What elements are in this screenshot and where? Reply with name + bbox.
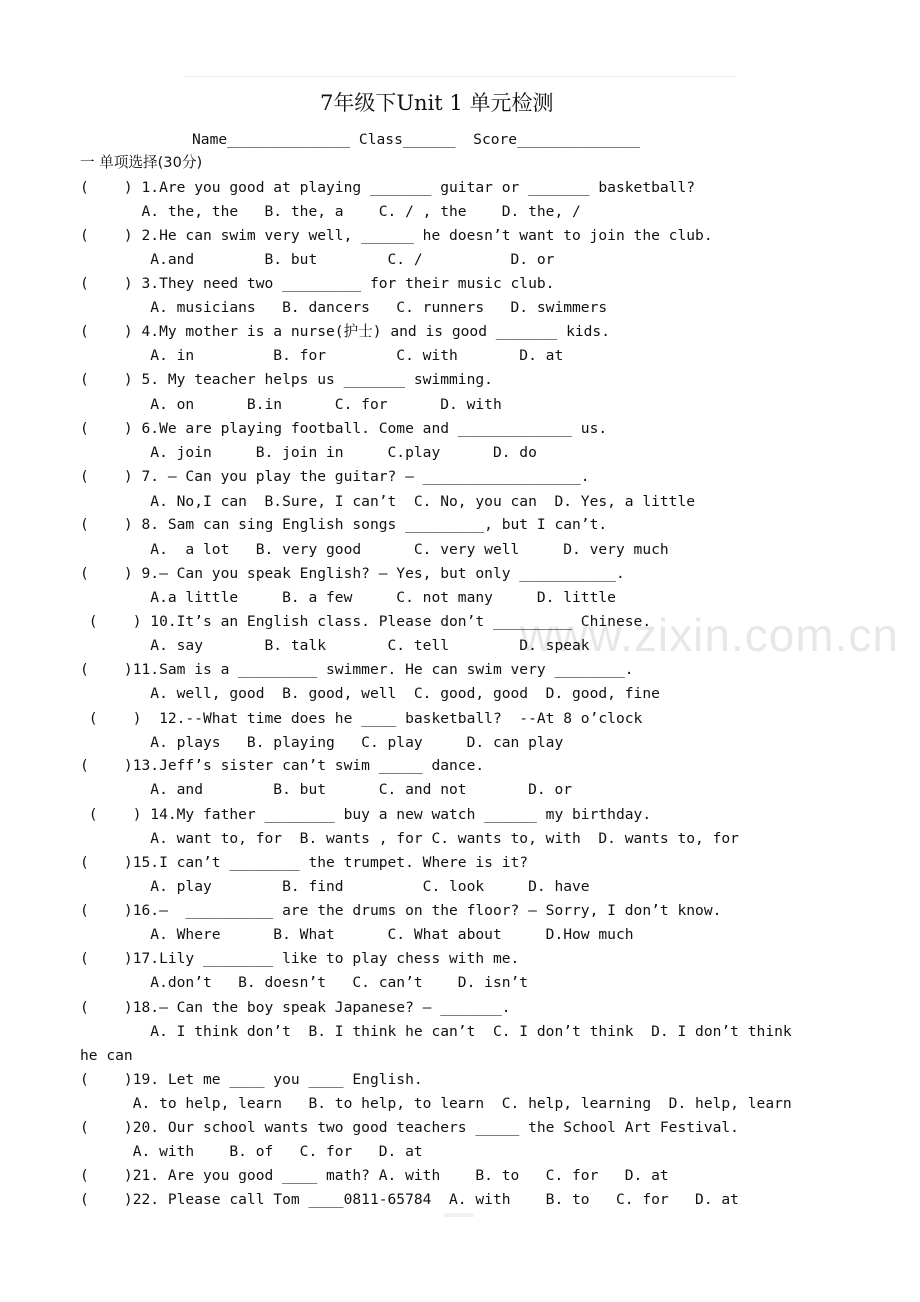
answer-options-line: A. with B. of C. for D. at xyxy=(80,1143,423,1160)
question-line: ( )11.Sam is a _________ swimmer. He can swim very ________. xyxy=(80,661,634,678)
student-info-line: Name______________ Class______ Score______________ xyxy=(192,131,641,148)
question-line: ( )13.Jeff’s sister can’t swim _____ dance. xyxy=(80,757,485,774)
answer-options-line: A. well, good B. good, well C. good, good D. good, fine xyxy=(80,685,660,702)
answer-options-line: A.a little B. a few C. not many D. little xyxy=(80,589,616,606)
answer-options-line: A. in B. for C. with D. at xyxy=(80,347,564,364)
question-line: ( ) 1.Are you good at playing _______ guitar or _______ basketball? xyxy=(80,179,696,196)
answer-options-line: A. No,I can B.Sure, I can’t C. No, you can D. Yes, a little xyxy=(80,493,696,510)
answer-options-line: A. plays B. playing C. play D. can play xyxy=(80,734,564,751)
question-line: ( ) 8. Sam can sing English songs _________, but I can’t. xyxy=(80,516,608,533)
question-line: ( )19. Let me ____ you ____ English. xyxy=(80,1071,423,1088)
answer-options-line: A. on B.in C. for D. with xyxy=(80,396,502,413)
question-line: ( ) 6.We are playing football. Come and _____________ us. xyxy=(80,420,608,437)
question-line: ( ) 14.My father ________ buy a new watch ______ my birthday. xyxy=(80,806,652,823)
question-line: ( )16.— __________ are the drums on the floor? — Sorry, I don’t know. xyxy=(80,902,722,919)
question-line: ( )21. Are you good ____ math? A. with B. to C. for D. at xyxy=(80,1167,669,1184)
question-line: ( ) 9.— Can you speak English? — Yes, but only ___________. xyxy=(80,565,625,582)
question-line: ( ) 2.He can swim very well, ______ he doesn’t want to join the club. xyxy=(80,227,713,244)
answer-options-line: A. and B. but C. and not D. or xyxy=(80,781,573,798)
page-title: 7年级下Unit 1 单元检测 xyxy=(320,91,554,115)
answer-options-line: A. musicians B. dancers C. runners D. swimmers xyxy=(80,299,608,316)
answer-options-line: A. join B. join in C.play D. do xyxy=(80,444,537,461)
page-mark xyxy=(444,1213,474,1217)
answer-options-line: A. a lot B. very good C. very well D. very much xyxy=(80,541,669,558)
question-line: ( ) 7. — Can you play the guitar? — __________________. xyxy=(80,468,590,485)
top-rule xyxy=(185,76,737,77)
answer-options-line: A. the, the B. the, a C. / , the D. the, / xyxy=(80,203,581,220)
answer-options-line: A. Where B. What C. What about D.How much xyxy=(80,926,634,943)
answer-options-line: he can xyxy=(80,1047,133,1064)
answer-options-line: A. to help, learn B. to help, to learn C. help, learning D. help, learn xyxy=(80,1095,792,1112)
section-heading: 一 单项选择(30分) xyxy=(80,154,203,171)
question-line: ( )17.Lily ________ like to play chess with me. xyxy=(80,950,520,967)
question-line: ( )22. Please call Tom ____0811-65784 A. with B. to C. for D. at xyxy=(80,1191,739,1208)
question-line: ( ) 12.--What time does he ____ basketball? --At 8 o’clock xyxy=(80,710,643,727)
question-line: ( ) 4.My mother is a nurse(护士) and is good _______ kids. xyxy=(80,323,610,340)
answer-options-line: A.don’t B. doesn’t C. can’t D. isn’t xyxy=(80,974,529,991)
question-line: ( )20. Our school wants two good teachers _____ the School Art Festival. xyxy=(80,1119,739,1136)
answer-options-line: A.and B. but C. / D. or xyxy=(80,251,555,268)
question-line: ( ) 5. My teacher helps us _______ swimming. xyxy=(80,371,493,388)
question-line: ( ) 3.They need two _________ for their music club. xyxy=(80,275,555,292)
question-line: ( )18.— Can the boy speak Japanese? — _______. xyxy=(80,999,511,1016)
watermark: www.zixin.com.cn xyxy=(520,609,899,661)
answer-options-line: A. say B. talk C. tell D. speak xyxy=(80,637,590,654)
answer-options-line: A. play B. find C. look D. have xyxy=(80,878,590,895)
answer-options-line: A. I think don’t B. I think he can’t C. I don’t think D. I don’t think xyxy=(80,1023,792,1040)
question-line: ( )15.I can’t ________ the trumpet. Where is it? xyxy=(80,854,529,871)
question-line: ( ) 10.It’s an English class. Please don’t _________ Chinese. xyxy=(80,613,652,630)
answer-options-line: A. want to, for B. wants , for C. wants to, with D. wants to, for xyxy=(80,830,739,847)
